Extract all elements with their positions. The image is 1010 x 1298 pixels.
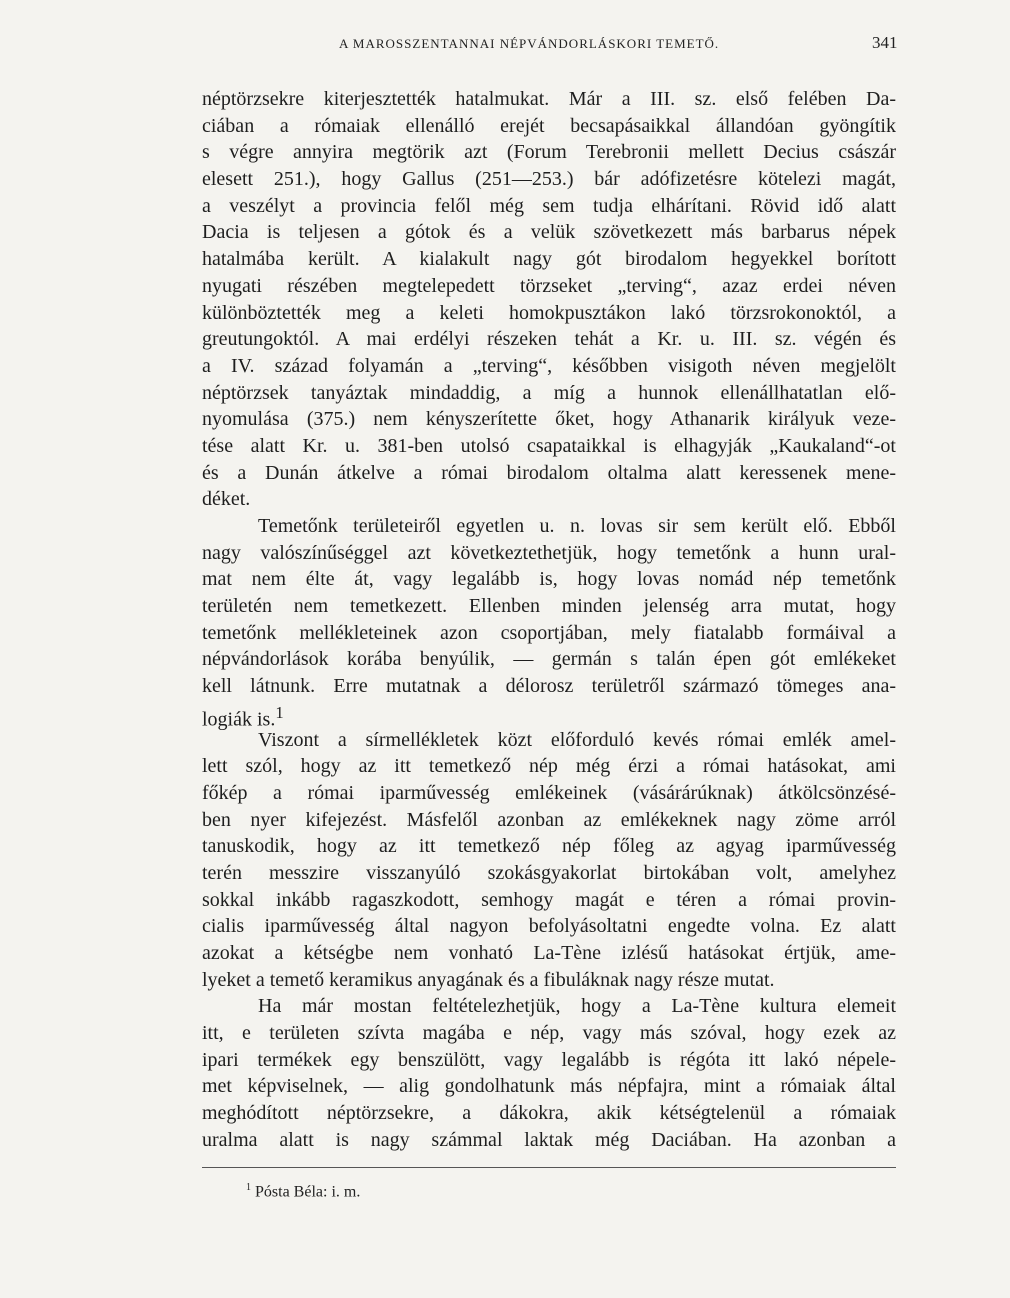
text-line: sokkal inkább ragaszkodott, semhogy magát e téren a római provin- bbox=[202, 888, 896, 911]
body-text bbox=[202, 86, 896, 1154]
text-line: népvándorlások korába benyúlik, — germán s talán épen gót emlékeket bbox=[202, 648, 896, 671]
text-line: greutungoktól. A mai erdélyi részeken tehát a Kr. u. III. sz. végén és bbox=[202, 328, 896, 351]
text-line: ipari termékek egy benszülött, vagy legalább is régóta itt lakó népele- bbox=[202, 1048, 896, 1071]
text-line: néptörzsekre kiterjesztették hatalmukat. Már a III. sz. első felében Da- bbox=[202, 88, 896, 110]
text-line: elesett 251.), hogy Gallus (251—253.) bár adófizetésre kötelezi magát, bbox=[202, 168, 896, 191]
text-line: néptörzsek tanyáztak mindaddig, a míg a hunnok ellenállhatatlan elő- bbox=[202, 381, 896, 404]
text-line: itt, e területen szívta magába e nép, vagy más szóval, hogy ezek az bbox=[202, 1022, 896, 1045]
text-line: nyugati részében megtelepedett törzseket „terving“, azaz erdei néven bbox=[202, 274, 896, 297]
footnote-text: Pósta Béla: i. m. bbox=[255, 1183, 361, 1201]
text-line: Dacia is teljesen a gótok és a velük szövetkezett más barbarus népek bbox=[202, 221, 896, 244]
text-line: mat nem élte át, vagy legalább is, hogy lovas nomád nép temetőnk bbox=[202, 568, 896, 591]
text-line: déket. bbox=[202, 488, 251, 511]
text-line: és a Dunán átkelve a római birodalom oltalma alatt keressenek mene- bbox=[202, 461, 896, 484]
text-line-content: logiák is. bbox=[202, 708, 276, 731]
text-line: ciában a rómaiak ellenálló erejét becsapásaikkal állandóan gyöngítik bbox=[202, 114, 896, 137]
running-title: A MAROSSZENTANNAI NÉPVÁNDORLÁSKORI TEMETŐ. bbox=[339, 36, 720, 51]
text-line: meghódított néptörzsekre, a dákokra, akik kétségtelenül a rómaiak bbox=[202, 1102, 896, 1125]
text-line: főkép a római iparművesség emlékeinek (vásárárúknak) átkölcsönzésé- bbox=[202, 781, 896, 804]
text-line: uralma alatt is nagy számmal laktak még Daciában. Ha azonban a bbox=[202, 1128, 896, 1151]
text-line: Viszont a sírmellékletek közt előforduló kevés római emlék amel- bbox=[258, 728, 896, 751]
footnote-marker: 1 bbox=[246, 1182, 251, 1193]
footnote bbox=[246, 1182, 360, 1201]
text-line: temetőnk mellékleteinek azon csoportjában, mely fiatalabb formáival a bbox=[202, 621, 896, 644]
text-line: Ha már mostan feltételezhetjük, hogy a La-Tène kultura elemeit bbox=[258, 995, 896, 1018]
text-line: területén nem temetkezett. Ellenben minden jelenség arra mutat, hogy bbox=[202, 595, 896, 618]
text-line: tése alatt Kr. u. 381-ben utolsó csapataikkal is elhagyják „Kaukaland“-ot bbox=[202, 434, 896, 457]
text-line: lyeket a temető keramikus anyagának és a fibuláknak nagy része mutat. bbox=[202, 968, 775, 991]
text-line: különböztették meg a keleti homokpusztákon lakó törzsrokonoktól, a bbox=[202, 301, 896, 324]
text-line: terén messzire visszanyúló szokásgyakorlat birtokában volt, amelyhez bbox=[202, 861, 896, 884]
text-line: met képviselnek, — alig gondolhatunk más népfajra, mint a rómaiak által bbox=[202, 1075, 896, 1098]
footnote-reference[interactable]: 1 bbox=[275, 702, 284, 722]
text-line: azokat a kétségbe nem vonható La-Tène izlésű hatásokat értjük, ame- bbox=[202, 942, 896, 964]
text-line: nagy valószínűséggel azt következtethetjük, hogy temetőnk a hunn ural- bbox=[202, 541, 896, 564]
text-line: Temetőnk területeiről egyetlen u. n. lovas sir sem került elő. Ebből bbox=[258, 515, 896, 537]
text-line: a IV. század folyamán a „terving“, későbben visigoth néven megjelölt bbox=[202, 354, 896, 377]
text-line: tanuskodik, hogy az itt temetkező nép főleg az agyag iparművesség bbox=[202, 835, 896, 858]
text-line: s végre annyira megtörik azt (Forum Terebronii mellett Decius császár bbox=[202, 141, 896, 164]
text-line: a veszélyt a provincia felől még sem tudja elhárítani. Rövid idő alatt bbox=[202, 194, 896, 217]
text-line: nyomulása (375.) nem kényszerítette őket, hogy Athanarik királyuk veze- bbox=[202, 408, 896, 431]
text-line: lett szól, hogy az itt temetkező nép még érzi a római hatásokat, ami bbox=[202, 755, 896, 778]
text-line: kell látnunk. Erre mutatnak a délorosz területről származó tömeges ana- bbox=[202, 675, 896, 698]
page-number: 341 bbox=[872, 33, 898, 52]
text-line: cialis iparművesség által nagyon befolyásoltatni engedte volna. Ez alatt bbox=[202, 915, 896, 938]
footnote-divider bbox=[202, 1167, 896, 1168]
text-line bbox=[202, 700, 896, 731]
text-line: ben nyer kifejezést. Másfelől azonban az emlékeknek nagy zöme arról bbox=[202, 808, 896, 831]
text-line: hatalmába került. A kialakult nagy gót birodalom hegyekkel borított bbox=[202, 248, 896, 271]
